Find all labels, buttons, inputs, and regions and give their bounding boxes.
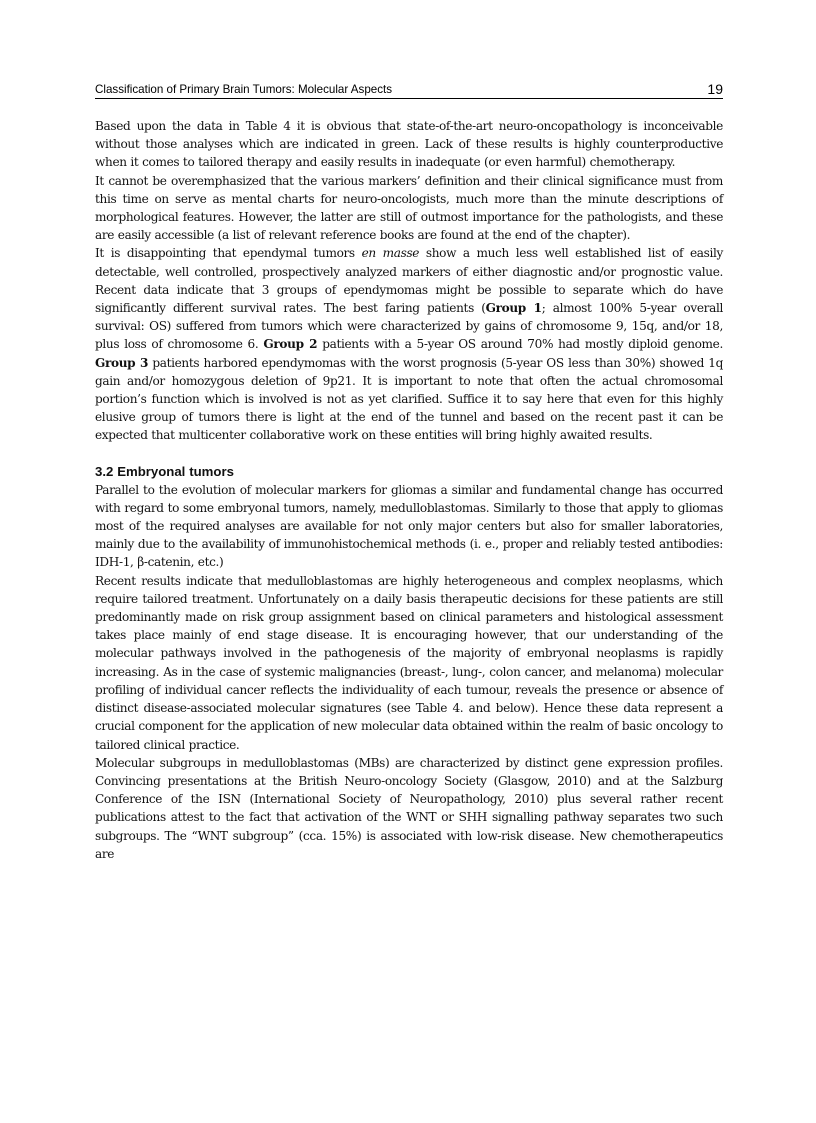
paragraph-ependymal-tumors — [95, 244, 723, 444]
bold-term-group2: Group 2 — [263, 337, 318, 352]
paragraph-embryonal-evolution: Parallel to the evolution of molecular markers for gliomas a similar and fundamental change has occurred with regard to some embryonal tumors, namely, medulloblastomas. Similarly to those that apply to gliomas most of the required analyses are available for not only major centers but also for smaller laboratories, mainly due to the availability of immunohistochemical methods (i. e., proper and reliably tested antibodies: IDH-1, β-catenin, etc.) — [95, 482, 723, 570]
body-text — [95, 117, 723, 863]
page-number: 19 — [707, 81, 723, 97]
paragraph-molecular-subgroups: Molecular subgroups in medulloblastomas (MBs) are characterized by distinct gene expression profiles. Convincing presentations at the British Neuro-oncology Society (Glasgow, 2010) and at the Salzburg Conference of the ISN (International Society of Neuropathology, 2010) plus several rather recent publications attest to the fact that activation of the WNT or SHH signalling pathway separates two such subgroups. The “WNT subgroup” (cca. 15%) is associated with low-risk disease. New chemotherapeutics are — [95, 755, 723, 861]
text-run: show a much less well established list of easily detectable, well controlled, prospectively analyzed markers of either diagnostic and/or prognostic value. Recent data indicate that 3 groups of ependymomas might be possible to separate which do have significantly different survival rates. The best faring patients ( — [95, 246, 723, 316]
bold-term-group3: Group 3 — [95, 355, 149, 370]
paragraph-markers-definition: It cannot be overemphasized that the various markers’ definition and their clinical significance must from this time on serve as mental charts for neuro-oncologists, much more than the minute descriptions of morphological features. However, the latter are still of outmost importance for the pathologists, and these are easily accessible (a list of relevant reference books are found at the end of the chapter). — [95, 173, 723, 243]
paragraph-table4-summary: Based upon the data in Table 4 it is obvious that state-of-the-art neuro-oncopathology is inconceivable without those analyses which are indicated in green. Lack of these results is highly counterproductive when it comes to tailored therapy and easily results in inadequate (or even harmful) chemotherapy. — [95, 119, 723, 170]
italic-term: en masse — [361, 246, 420, 261]
text-run: It is disappointing that ependymal tumors — [95, 246, 362, 261]
text-run: ; almost 100% 5-year overall survival: OS) suffered from tumors which were characterized by gains of chromosome 9, 15q, and/or 18, plus loss of chromosome 6. — [95, 301, 723, 352]
section-spacer — [95, 445, 723, 463]
document-page — [95, 80, 723, 863]
text-run: patients with a 5-year OS around 70% had mostly diploid genome. — [317, 337, 723, 352]
running-header — [95, 80, 723, 99]
paragraph-medulloblastoma-heterogeneity: Recent results indicate that medulloblastomas are highly heterogeneous and complex neoplasms, which require tailored treatment. Unfortunately on a daily basis therapeutic decisions for these patients are still predominantly made on risk group assignment based on clinical parameters and histological assessment takes place mainly of end stage disease. It is encouraging however, that our understanding of the molecular pathways involved in the pathogenesis of the majority of embryonal neoplasms is rapidly increasing. As in the case of systemic malignancies (breast-, lung-, colon cancer, and melanoma) molecular profiling of individual cancer reflects the individuality of each tumour, reveals the presence or absence of distinct disease-associated molecular signatures (see Table 4. and below). Hence these data represent a crucial component for the application of new molecular data obtained within the realm of basic oncology to tailored clinical practice. — [95, 573, 723, 752]
section-heading-embryonal-tumors: 3.2 Embryonal tumors — [95, 463, 234, 479]
text-run: patients harbored ependymomas with the worst prognosis (5-year OS less than 30%) showed 1q gain and/or homozygous deletion of 9p21. It is important to note that often the actual chromosomal portion’s function which is involved is not as yet clarified. Suffice it to say here that even for this highly elusive group of tumors there is light at the end of the tunnel and based on the recent past it can be expected that multicenter collaborative work on these entities will bring highly awaited results. — [95, 355, 724, 443]
bold-term-group1: Group 1 — [485, 301, 542, 316]
running-title: Classification of Primary Brain Tumors: Molecular Aspects — [95, 83, 393, 96]
